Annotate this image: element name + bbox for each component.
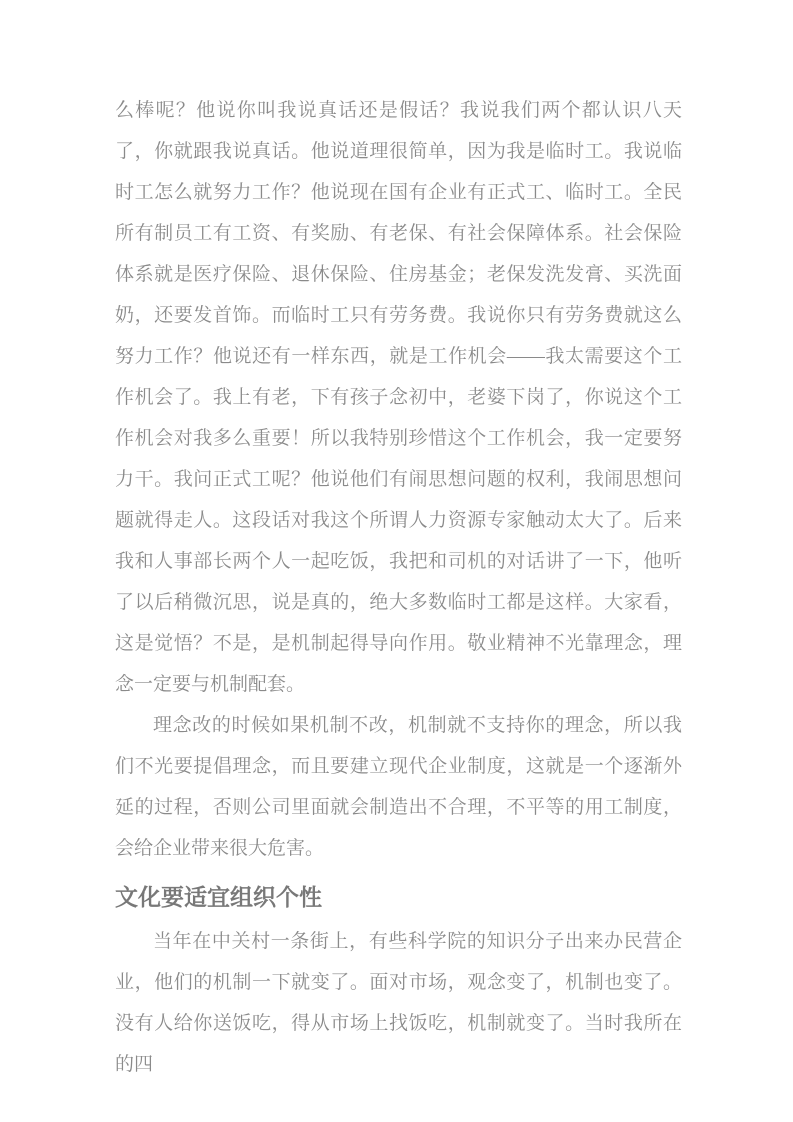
body-paragraph-1: 么棒呢？他说你叫我说真话还是假话？我说我们两个都认识八天了，你就跟我说真话。他说道理很简单，因为我是临时工。我说临时工怎么就努力工作？他说现在国有企业有正式工、临时工。全民所有制员工有工资、有奖励、有老保、有社会保障体系。社会保险体系就是医疗保险、退休保险、住房基金；老保发洗发膏、买洗面奶，还要发首饰。而临时工只有劳务费。我说你只有劳务费就这么努力工作？他说还有一样东西，就是工作机会——我太需要这个工作机会了。我上有老，下有孩子念初中，老婆下岗了，你说这个工作机会对我多么重要！所以我特别珍惜这个工作机会，我一定要努力干。我问正式工呢？他说他们有闹思想问题的权利，我闹思想问题就得走人。这段话对我这个所谓人力资源专家触动太大了。后来我和人事部长两个人一起吃饭，我把和司机的对话讲了一下，他听了以后稍微沉思，说是真的，绝大多数临时工都是这样。大家看，这是觉悟？不是，是机制起得导向作用。敬业精神不光靠理念，理念一定要与机制配套。: [115, 100, 682, 695]
body-paragraph-2: 理念改的时候如果机制不改，机制就不支持你的理念，所以我们不光要提倡理念，而且要建立现代企业制度，这就是一个逐渐外延的过程，否则公司里面就会制造出不合理，不平等的用工制度，会给企业带来很大危害。: [115, 715, 682, 859]
section-heading: 文化要适宜组织个性: [115, 884, 322, 910]
body-paragraph-3: 当年在中关村一条街上，有些科学院的知识分子出来办民营企业，他们的机制一下就变了。面对市场，观念变了，机制也变了。没有人给你送饭吃，得从市场上找饭吃，机制就变了。当时我所在的四: [115, 931, 682, 1075]
page-content: [115, 90, 682, 1085]
